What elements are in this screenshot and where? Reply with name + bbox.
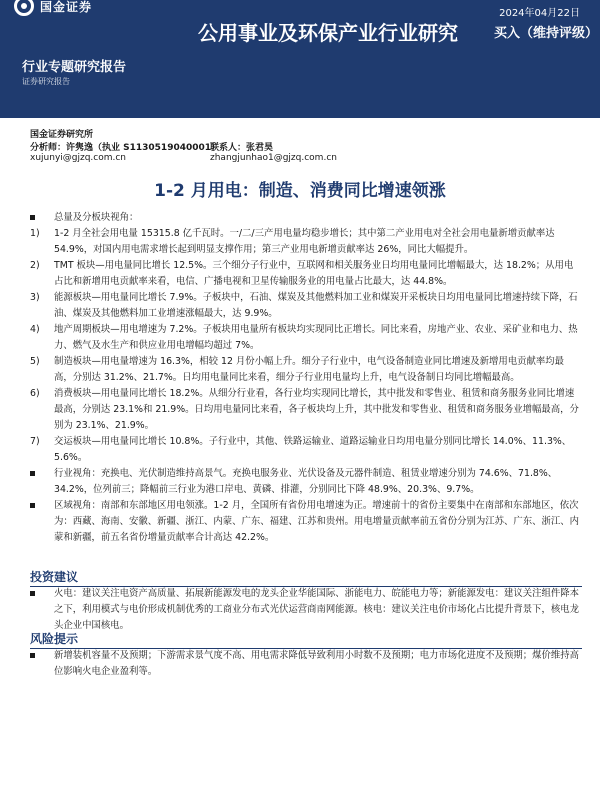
square-bullet-icon xyxy=(30,210,52,226)
item-text: 能源板块—用电量同比增长 7.9%。子板块中，石油、煤炭及其他燃料加工业和煤炭开采板块日均用电量同比增速持续下降，石油、煤炭及其他燃料加工业增速涨幅最大，达 9.9%。 xyxy=(54,292,578,319)
bullet-item xyxy=(30,586,582,634)
logo-text: 国金证券 xyxy=(40,0,93,14)
risk-heading: 风险提示 xyxy=(30,630,582,649)
item-text: 1-2 月全社会用电量 15315.8 亿千瓦时。一/二/三产用电量均稳步增长；其中第二产业用电对全社会用电量新增贡献率达 54.9%，对国内用电需求增长起到明显支撑作用；第三产业用电新增贡献率达 26%，同比大幅提升。 xyxy=(54,228,555,255)
analyst-line: 分析师：许隽逸（执业 S1130519040001） xyxy=(30,143,221,153)
square-bullet-icon xyxy=(30,586,52,602)
square-bullet-icon xyxy=(30,648,52,664)
brand-logo xyxy=(14,0,92,16)
summary-intro xyxy=(30,210,582,226)
item-number: 2) xyxy=(30,260,40,271)
contact-email: zhangjunhao1@gjzq.com.cn xyxy=(210,153,337,163)
list-item xyxy=(30,322,582,354)
item-text: 地产周期板块—用电增速为 7.2%。子板块用电量所有板块均实现同比正增长。同比来看，房地产业、农业、采矿业和电力、热力、燃气及水生产和供应业用电增幅均超过 7%。 xyxy=(54,324,578,351)
invest-text: 火电：建议关注电资产高质量、拓展新能源发电的龙头企业华能国际、浙能电力、皖能电力等；新能源发电：建议关注组件降本之下，利用模式与电价形成机制优秀的工商业分布式光伏运营商南网能源。核电：建议关注电价市场化占比提升背景下，核电龙头企业中国核电。 xyxy=(54,588,580,631)
list-item xyxy=(30,434,582,466)
item-number: 3) xyxy=(30,292,40,303)
item-number: 6) xyxy=(30,388,40,399)
bullet-text: 区域视角：南部和东部地区用电领涨。1-2 月，全国所有省份用电增速为正。增速前十的省份主要集中在南部和东部地区，依次为：西藏、海南、安徽、新疆、浙江、内蒙、广东、福建、江苏和贵州。用电增量贡献率前五省份分别为江苏、广东、浙江、内蒙和新疆，前五名省份增量贡献率合计高达 42.2%。 xyxy=(54,500,580,543)
item-number: 1) xyxy=(30,228,40,239)
list-item xyxy=(30,226,582,258)
logo-icon xyxy=(14,0,34,16)
list-item xyxy=(30,290,582,322)
bullet-text: 行业视角：充换电、光伏制造维持高景气。充换电服务业、光伏设备及元器件制造、租赁业增速分别为 74.6%、71.8%、34.2%，位列前三；降幅前三行业为港口岸电、黄磷、排灌，分别同比下降 48.9%、20.3%、9.7%。 xyxy=(54,468,558,495)
invest-section xyxy=(30,586,582,634)
item-number: 5) xyxy=(30,356,40,367)
bullet-item xyxy=(30,498,582,546)
bullet-item xyxy=(30,466,582,498)
list-item xyxy=(30,354,582,386)
institute-name: 国金证券研究所 xyxy=(30,130,94,140)
report-date: 2024年04月22日 xyxy=(499,8,580,19)
bullet-item xyxy=(30,648,582,680)
report-type: 行业专题研究报告 xyxy=(22,60,127,75)
report-header xyxy=(0,0,600,118)
report-title: 公用事业及环保产业行业研究 xyxy=(198,21,458,45)
item-number: 4) xyxy=(30,324,40,335)
main-headline: 1-2 月用电：制造、消费同比增速领涨 xyxy=(154,181,446,201)
summary-section xyxy=(30,210,582,546)
risk-text: 新增装机容量不及预期；下游需求景气度不高、用电需求降低导致利用小时数不及预期；电力市场化进度不及预期；煤价维持高位影响火电企业盈利等。 xyxy=(54,650,580,677)
list-item xyxy=(30,386,582,434)
square-bullet-icon xyxy=(30,466,52,482)
item-text: TMT 板块—用电量同比增长 12.5%。三个细分子行业中，互联网和相关服务业日均用电量同比增幅最大，达 18.2%；从用电占比和新增用电贡献率来看，电信、广播电视和卫星传输服务业的用电量占比最大，达 44.8%。 xyxy=(54,260,574,287)
item-text: 交运板块—用电量同比增长 10.8%。子行业中，其他、铁路运输业、道路运输业日均用电量分别同比增长 14.0%、11.3%、5.6%。 xyxy=(54,436,572,463)
square-bullet-icon xyxy=(30,498,52,514)
contact-line: 联系人：张君昊 xyxy=(210,143,274,153)
risk-section xyxy=(30,648,582,680)
item-number: 7) xyxy=(30,436,40,447)
report-subtype: 证券研究报告 xyxy=(22,77,70,86)
invest-heading: 投资建议 xyxy=(30,568,582,587)
item-text: 制造板块—用电量增速为 16.3%，相较 12 月份小幅上升。细分子行业中，电气设备制造业同比增速及新增用电贡献率均最高，分别达 31.2%、21.7%。日均用电量同比来看，细分子行业用电量均上升，电气设备制日均同比增幅最高。 xyxy=(54,356,565,383)
item-text: 消费板块—用电量同比增长 18.2%。从细分行业看，各行业均实现同比增长，其中批发和零售业、租赁和商务服务业同比增速最高，分别达 23.1%和 21.9%。日均用电量同比来看，各子板块均上升，其中批发和零售业、租赁和商务服务业增幅最高，分别为 23.1%、21.9%。 xyxy=(54,388,579,431)
rating-badge: 买入（维持评级） xyxy=(494,26,599,41)
list-item xyxy=(30,258,582,290)
analyst-email: xujunyi@gjzq.com.cn xyxy=(30,153,127,163)
intro-text: 总量及分板块视角： xyxy=(54,212,139,223)
